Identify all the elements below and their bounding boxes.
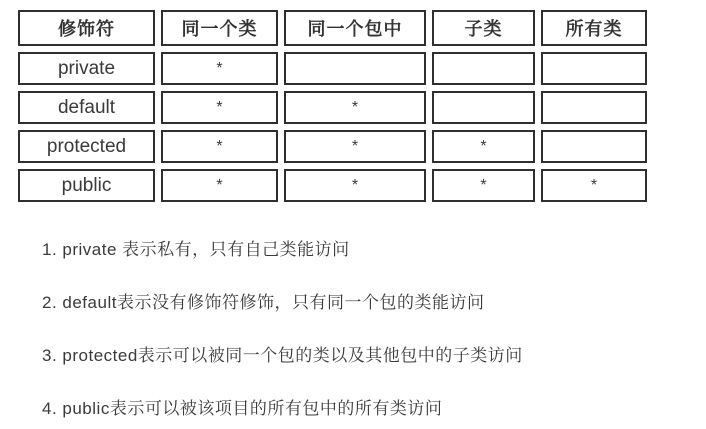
access-cell: *	[284, 130, 426, 163]
row-label-protected: protected	[18, 130, 155, 163]
access-cell	[432, 52, 535, 85]
note-private: 1. private 表示私有，只有自己类能访问	[42, 240, 350, 259]
column-header-same-class: 同一个类	[161, 10, 278, 46]
column-header-all-classes: 所有类	[541, 10, 647, 46]
table-row-default	[18, 91, 647, 124]
notes-list	[42, 239, 706, 419]
access-cell: *	[161, 52, 278, 85]
access-cell	[541, 91, 647, 124]
column-header-modifier: 修饰符	[18, 10, 155, 46]
access-cell: *	[284, 169, 426, 202]
access-cell	[284, 52, 426, 85]
access-cell	[541, 52, 647, 85]
access-cell: *	[432, 169, 535, 202]
access-cell	[432, 91, 535, 124]
table-row-public	[18, 169, 647, 202]
access-cell: *	[161, 91, 278, 124]
access-modifier-table	[12, 4, 653, 208]
table-row-protected	[18, 130, 647, 163]
access-cell: *	[284, 91, 426, 124]
note-public: 4. public表示可以被该项目的所有包中的所有类访问	[42, 399, 443, 418]
header-row	[18, 10, 647, 46]
table-row-private	[18, 52, 647, 85]
column-header-subclass: 子类	[432, 10, 535, 46]
note-protected: 3. protected表示可以被同一个包的类以及其他包中的子类访问	[42, 346, 523, 365]
access-cell: *	[432, 130, 535, 163]
row-label-private: private	[18, 52, 155, 85]
note-default: 2. default表示没有修饰符修饰，只有同一个包的类能访问	[42, 293, 485, 312]
access-cell: *	[161, 130, 278, 163]
access-cell	[541, 130, 647, 163]
access-cell: *	[161, 169, 278, 202]
column-header-same-package: 同一个包中	[284, 10, 426, 46]
access-cell: *	[541, 169, 647, 202]
page	[0, 4, 706, 429]
row-label-default: default	[18, 91, 155, 124]
row-label-public: public	[18, 169, 155, 202]
